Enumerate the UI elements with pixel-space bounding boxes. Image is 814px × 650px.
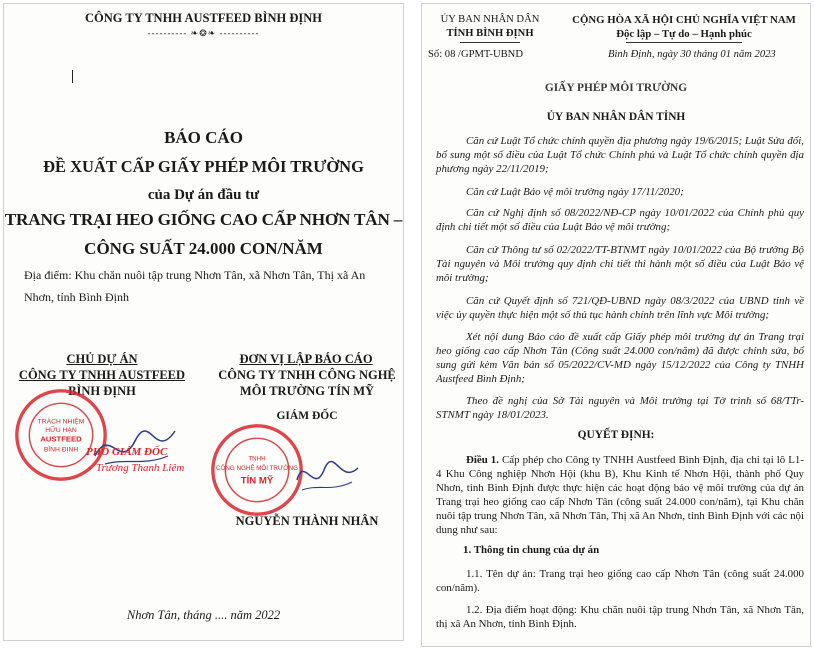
owner-name-line2: BÌNH ĐỊNH — [68, 384, 136, 398]
legal-basis: Căn cứ Quyết định số 721/QĐ-UBND ngày 08/3/2022 của UBND tỉnh về việc ủy quyền thực hiện một số thủ tục hành chính trên lĩnh vực Môi trường; — [436, 295, 804, 321]
legal-basis: Căn cứ Luật Tổ chức chính quyền địa phương ngày 19/6/2015; Luật Sửa đổi, bổ sung một số điều của Luật Tổ chức Chính phủ và Luật Tổ chức chính quyền địa phương ngày 22/11/2019; — [436, 135, 804, 175]
project-subtitle: của Dự án đầu tư — [147, 187, 260, 203]
svg-text:TNHH: TNHH — [248, 455, 266, 463]
svg-text:HỮU HẠN: HỮU HẠN — [45, 427, 77, 435]
authority-line1: ỦY BAN NHÂN DÂN — [440, 14, 540, 25]
item-1-1: 1.1. Tên dự án: Trang trại heo giống cao cấp Nhơn Tân (công suất 24.000 con/năm). — [436, 568, 804, 594]
text-cursor — [72, 70, 73, 83]
project-name-line1: TRANG TRẠI HEO GIỐNG CAO CẤP NHƠN TÂN – — [4, 210, 403, 229]
document-number: Số: 08 /GPMT-UBND — [428, 49, 523, 60]
preparer-company-stamp — [209, 422, 305, 518]
company-header: CÔNG TY TNHH AUSTFEED BÌNH ĐỊNH — [85, 11, 322, 25]
preparer-signature — [292, 450, 362, 500]
svg-text:BÌNH ĐỊNH: BÌNH ĐỊNH — [43, 446, 79, 454]
legal-basis: Theo đề nghị của Sở Tài nguyên và Môi trường tại Tờ trình số 68/TTr-STNMT ngày 18/01/2023. — [436, 395, 804, 421]
national-motto-line1: CỘNG HÒA XÃ HỘI CHỦ NGHĨA VIỆT NAM — [572, 14, 796, 26]
director-label: GIÁM ĐỐC — [276, 410, 338, 422]
deputy-director-name: Trương Thanh Liêm — [96, 462, 185, 474]
report-cover-page — [3, 3, 404, 641]
preparer-title: ĐƠN VỊ LẬP BÁO CÁO — [239, 352, 373, 366]
authority-underline — [460, 42, 520, 43]
document-date: Bình Định, ngày 30 tháng 01 năm 2023 — [608, 49, 776, 60]
place-date-footer: Nhơn Tân, tháng .... năm 2022 — [126, 608, 281, 622]
legal-basis: Căn cứ Thông tư số 02/2022/TT-BTNMT ngày 10/01/2022 của Bộ trưởng Bộ Tài nguyên và Môi trường quy định chi tiết thi hành một số điều của Luật Bảo vệ môi trường; — [436, 244, 804, 284]
report-title: BÁO CÁO — [164, 128, 243, 147]
svg-text:AUSTFEED: AUSTFEED — [40, 434, 82, 444]
svg-text:TRÁCH NHIỆM: TRÁCH NHIỆM — [37, 418, 85, 426]
item-1-2: 1.2. Địa điểm hoạt động: Khu chăn nuôi tập trung Nhơn Tân, xã Nhơn Tân, thị xã An Nhơn, tỉnh Bình Định. — [436, 604, 804, 630]
svg-text:TÍN MỸ: TÍN MỸ — [240, 475, 274, 487]
signer-name: NGUYỄN THÀNH NHÂN — [235, 514, 379, 528]
decision-heading: QUYẾT ĐỊNH: — [577, 429, 655, 441]
permit-title: GIẤY PHÉP MÔI TRƯỜNG — [544, 82, 688, 94]
environmental-permit-page — [421, 3, 811, 647]
national-motto-line2: Độc lập – Tự do – Hạnh phúc — [616, 28, 752, 40]
authority-line2: TỈNH BÌNH ĐỊNH — [446, 28, 534, 39]
svg-text:CÔNG NGHỆ MÔI TRƯỜNG: CÔNG NGHỆ MÔI TRƯỜNG — [216, 465, 298, 472]
article-1-label: Điều 1. — [466, 454, 499, 466]
motto-underline — [626, 42, 742, 43]
issuing-authority: ỦY BAN NHÂN DÂN TỈNH — [546, 111, 686, 123]
project-name-line2: CÔNG SUẤT 24.000 CON/NĂM — [84, 239, 323, 258]
deputy-director-title: PHÓ GIÁM ĐỐC — [86, 446, 168, 458]
location-line1: Địa điểm: Khu chăn nuôi tập trung Nhơn Tân, xã Nhơn Tân, Thị xã An — [24, 268, 366, 282]
preparer-name-line1: CÔNG TY TNHH CÔNG NGHỆ — [218, 368, 396, 382]
owner-name-line1: CÔNG TY TNHH AUSTFEED — [18, 368, 186, 382]
article-1 — [436, 453, 804, 537]
legal-basis: Xét nội dung Báo cáo đề xuất cấp Giấy phép môi trường dự án Trang trại heo giống cao cấp Nhơn Tân (Công suất 24.000 con/năm) đã được chỉnh sửa, bổ sung gửi kèm Văn bản số 05/2022/CV-MD ngày 15/12/2022 của Công ty TNHH Austfeed Bình Định; — [436, 331, 804, 385]
owner-title: CHỦ DỰ ÁN — [66, 352, 138, 366]
legal-basis: Căn cứ Luật Bảo vệ môi trường ngày 17/11/2020; — [466, 186, 684, 198]
header-ornament: ---------- ❧❂❧ ---------- — [147, 28, 260, 38]
legal-basis: Căn cứ Nghị định số 08/2022/NĐ-CP ngày 10/01/2022 của Chính phủ quy định chi tiết một số điều của Luật Bảo vệ môi trường; — [436, 207, 804, 233]
article-1-text: Cấp phép cho Công ty TNHH Austfeed Bình Định, địa chỉ tại lô L1-4 Khu Công nghiệp Nhơn Hội (khu B), Khu Kinh tế Nhơn Hội, thành phố Quy Nhơn, tỉnh Bình Định được thực hiện các hoạt động bảo vệ môi trường của dự án Trang trại heo giống cao cấp Nhơn Tân (công suất 24.000 con/năm), tại Khu chăn nuôi tập trung Nhơn Tân, xã Nhơn Tân, Thị xã An Nhơn, tỉnh Bình Định với các nội dung như sau: — [436, 454, 804, 536]
location-line2: Nhơn, tỉnh Bình Định — [24, 290, 130, 304]
section-1-heading: 1. Thông tin chung của dự án — [463, 544, 600, 556]
preparer-name-line2: MÔI TRƯỜNG TÍN MỸ — [239, 384, 375, 398]
proposal-title: ĐỀ XUẤT CẤP GIẤY PHÉP MÔI TRƯỜNG — [43, 157, 364, 176]
